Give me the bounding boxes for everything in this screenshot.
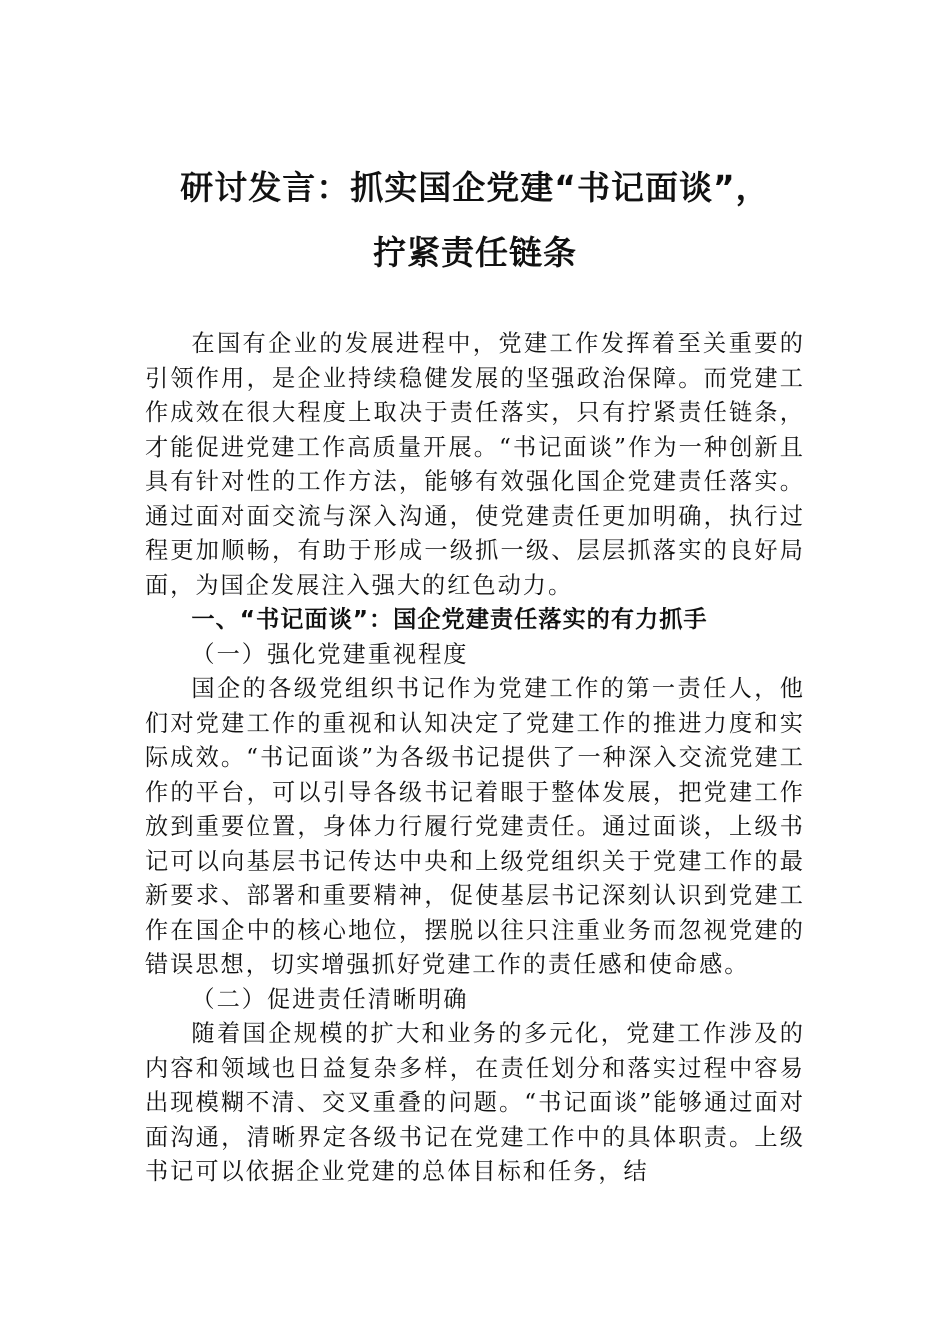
subsection-1-heading: （一）强化党建重视程度 [191, 640, 469, 668]
document-title-line-2: 拧紧责任链条 [373, 233, 577, 272]
subsection-2-heading: （二）促进责任清晰明确 [191, 985, 469, 1013]
document-body [145, 327, 805, 1190]
document-title-line-1: 研讨发言：抓实国企党建“书记面谈”， [180, 168, 770, 207]
section-1-heading: 一、“书记面谈”：国企党建责任落实的有力抓手 [191, 606, 708, 633]
intro-paragraph: 在国有企业的发展进程中，党建工作发挥着至关重要的引领作用，是企业持续稳健发展的坚强政治保障。而党建工作成效在很大程度上取决于责任落实，只有拧紧责任链条，才能促进党建工作高质量开展。“书记面谈”作为一种创新且具有针对性的工作方法，能够有效强化国企党建责任落实。通过面对面交流与深入沟通，使党建责任更加明确，执行过程更加顺畅，有助于形成一级抓一级、层层抓落实的良好局面，为国企发展注入强大的红色动力。 [145, 330, 805, 599]
subsection-2-paragraph: 随着国企规模的扩大和业务的多元化，党建工作涉及的内容和领域也日益复杂多样，在责任划分和落实过程中容易出现模糊不清、交叉重叠的问题。“书记面谈”能够通过面对面沟通，清晰界定各级书记在党建工作中的具体职责。上级书记可以依据企业党建的总体目标和任务，结 [145, 1020, 805, 1185]
subsection-1-paragraph: 国企的各级党组织书记作为党建工作的第一责任人，他们对党建工作的重视和认知决定了党建工作的推进力度和实际成效。“书记面谈”为各级书记提供了一种深入交流党建工作的平台，可以引导各级书记着眼于整体发展，把党建工作放到重要位置，身体力行履行党建责任。通过面谈，上级书记可以向基层书记传达中央和上级党组织关于党建工作的最新要求、部署和重要精神，促使基层书记深刻认识到党建工作在国企中的核心地位，摆脱以往只注重业务而忽视党建的错误思想，切实增强抓好党建工作的责任感和使命感。 [145, 675, 805, 978]
